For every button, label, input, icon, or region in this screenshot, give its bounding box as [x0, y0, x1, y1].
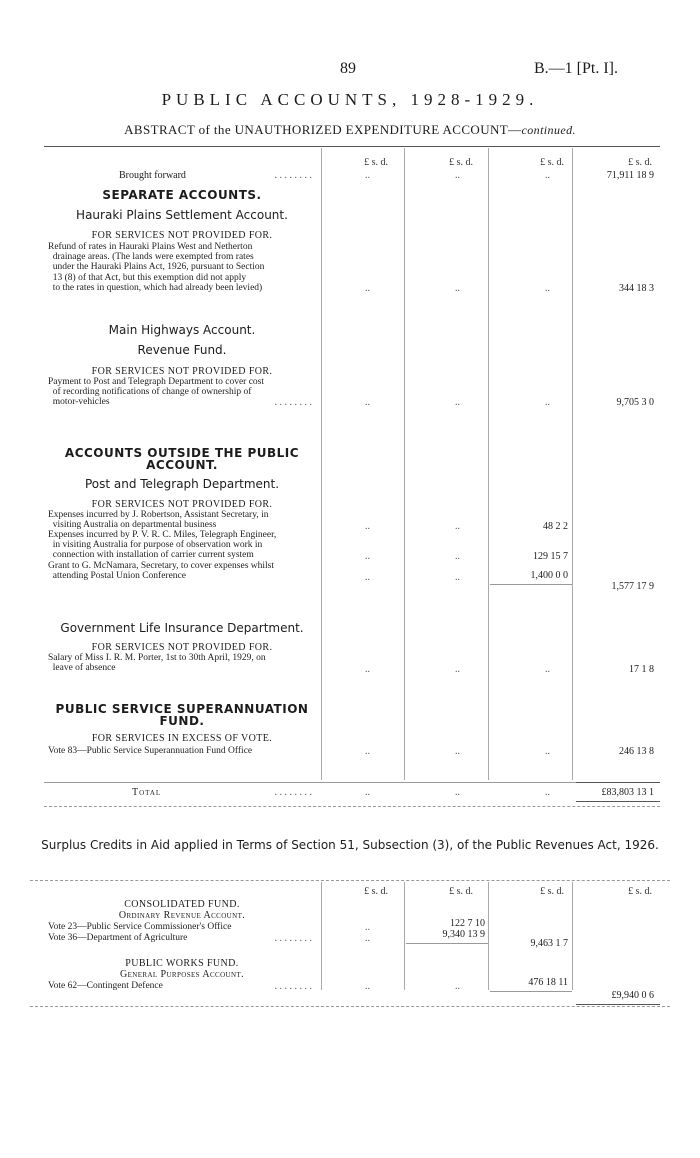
post-item-1-amount: 48 2 2	[543, 521, 568, 532]
page-number: 89	[340, 60, 356, 77]
consolidated-vote-23: Vote 23—Public Service Commissioner's Office	[48, 922, 232, 932]
page-title: PUBLIC ACCOUNTS, 1928-1929.	[161, 90, 539, 109]
dots-col1: ..	[365, 933, 370, 944]
post-item-2: Expenses incurred by P. V. R. C. Miles, Telegraph Engineer, in visiting Australia for purpose of observation work in connection with installation of carrier current system	[48, 530, 277, 561]
surplus-total-amount: £9,940 0 6	[611, 990, 654, 1001]
document-reference: B.—1 [Pt. I].	[534, 60, 618, 77]
dots-col1: ..	[365, 397, 370, 408]
outside-heading-line2: ACCOUNT.	[146, 458, 218, 472]
post-heading: Post and Telegraph Department.	[84, 477, 280, 491]
dots-col1: ..	[365, 283, 370, 294]
column-head-1: £ s. d.	[364, 157, 388, 168]
superannuation-description: Vote 83—Public Service Superannuation Fund Office	[48, 746, 253, 756]
life-description: Salary of Miss I. R. M. Porter, 1st to 30th April, 1929, on leave of absence	[48, 653, 266, 674]
dots-col2: ..	[455, 746, 460, 757]
dots-col1: ..	[365, 572, 370, 583]
surplus-column-rule-3	[488, 882, 489, 990]
total-top-rule	[576, 782, 660, 783]
dots-col1: ..	[365, 521, 370, 532]
table-top-rule	[44, 146, 660, 147]
surplus-column-rule-2	[404, 882, 405, 990]
dots-col3: ..	[545, 170, 550, 181]
dots-col3: ..	[545, 664, 550, 675]
works-vote-62-amount: 476 18 11	[528, 977, 568, 988]
highways-amount: 9,705 3 0	[616, 397, 654, 408]
dots-col1: ..	[365, 170, 370, 181]
surplus-column-rule-4	[572, 882, 573, 990]
post-subtotal-rule	[490, 584, 572, 585]
column-rule-2	[404, 148, 405, 780]
abstract-subtitle	[0, 122, 700, 138]
superannuation-heading-line1: PUBLIC SERVICE SUPERANNUATION	[55, 702, 309, 716]
subtitle-text: ABSTRACT of the UNAUTHORIZED EXPENDITURE ACCOUNT—	[124, 122, 522, 137]
life-caption: FOR SERVICES NOT PROVIDED FOR.	[91, 642, 273, 653]
dots-col1: ..	[365, 787, 370, 798]
hauraki-amount: 344 18 3	[619, 283, 654, 294]
consolidated-subtotal: 9,463 1 7	[530, 938, 568, 949]
column-rule-1	[321, 148, 322, 780]
dots-col2: ..	[455, 787, 460, 798]
life-amount: 17 1 8	[629, 664, 654, 675]
consolidated-vote-23-amount: 122 7 10	[450, 918, 485, 929]
table-bottom-rule	[44, 782, 660, 783]
leader-dots: . . . . . . . .	[274, 787, 312, 798]
consolidated-subheading: Ordinary Revenue Account.	[118, 910, 246, 921]
post-item-3-amount: 1,400 0 0	[530, 570, 568, 581]
column-head-4: £ s. d.	[628, 157, 652, 168]
consolidated-subtotal-rule	[406, 943, 488, 944]
outside-heading-line1: ACCOUNTS OUTSIDE THE PUBLIC	[64, 446, 300, 460]
surplus-column-head-4: £ s. d.	[628, 886, 652, 897]
grand-total-amount: £83,803 13 1	[601, 787, 654, 798]
leader-dots: . . . . . . . .	[274, 981, 312, 992]
column-rule-3	[488, 148, 489, 780]
highways-heading: Main Highways Account.	[108, 323, 256, 337]
subtitle-continued: continued.	[521, 123, 576, 137]
dots-col2: ..	[455, 521, 460, 532]
works-vote-62: Vote 62—Contingent Defence	[48, 981, 163, 991]
works-heading: PUBLIC WORKS FUND.	[125, 958, 239, 969]
hauraki-heading: Hauraki Plains Settlement Account.	[76, 208, 288, 222]
surplus-column-head-3: £ s. d.	[540, 886, 564, 897]
dots-col2: ..	[455, 283, 460, 294]
dots-col3: ..	[545, 787, 550, 798]
total-bottom-rule	[576, 801, 660, 802]
consolidated-vote-36-amount: 9,340 13 9	[442, 929, 485, 940]
brought-forward-label: Brought forward	[119, 170, 186, 181]
dots-col3: ..	[545, 746, 550, 757]
separate-accounts-heading: SEPARATE ACCOUNTS.	[102, 188, 262, 202]
total-label: Total	[132, 787, 162, 798]
brought-forward-amount: 71,911 18 9	[606, 170, 654, 181]
consolidated-vote-36: Vote 36—Department of Agriculture	[48, 933, 188, 943]
column-head-3: £ s. d.	[540, 157, 564, 168]
surplus-total-rule	[576, 1004, 660, 1005]
dots-col3: ..	[545, 283, 550, 294]
dots-col1: ..	[365, 981, 370, 992]
dots-col2: ..	[455, 551, 460, 562]
highways-description: Payment to Post and Telegraph Department to cover cost of recording notifications of change of ownership of motor-vehicles	[48, 377, 265, 408]
superannuation-heading-line2: FUND.	[159, 714, 205, 728]
dots-col1: ..	[365, 664, 370, 675]
post-total-amount: 1,577 17 9	[611, 581, 654, 592]
section-separator	[44, 806, 660, 807]
works-subheading: General Purposes Account.	[119, 969, 245, 980]
hauraki-caption: FOR SERVICES NOT PROVIDED FOR.	[91, 230, 273, 241]
dots-col2: ..	[455, 397, 460, 408]
dots-col3: ..	[545, 397, 550, 408]
surplus-column-head-1: £ s. d.	[364, 886, 388, 897]
dots-col2: ..	[455, 170, 460, 181]
dots-col1: ..	[365, 922, 370, 933]
dots-col2: ..	[455, 664, 460, 675]
dots-col1: ..	[365, 746, 370, 757]
post-item-2-amount: 129 15 7	[533, 551, 568, 562]
superannuation-amount: 246 13 8	[619, 746, 654, 757]
leader-dots: . . . . . . . .	[274, 170, 312, 181]
life-heading: Government Life Insurance Department.	[60, 621, 304, 635]
superannuation-caption: FOR SERVICES IN EXCESS OF VOTE.	[91, 733, 273, 744]
surplus-heading: Surplus Credits in Aid applied in Terms of Section 51, Subsection (3), of the Public Revenues Act, 1926.	[41, 838, 659, 852]
surplus-column-head-2: £ s. d.	[449, 886, 473, 897]
post-item-3: Grant to G. McNamara, Secretary, to cover expenses whilst attending Postal Union Conference	[48, 561, 274, 582]
dots-col1: ..	[365, 551, 370, 562]
highways-fund: Revenue Fund.	[137, 343, 227, 357]
column-head-2: £ s. d.	[449, 157, 473, 168]
works-subtotal-rule	[490, 991, 572, 992]
dots-col2: ..	[455, 981, 460, 992]
surplus-table-bottom-rule	[30, 1006, 670, 1007]
dots-col2: ..	[455, 572, 460, 583]
leader-dots: . . . . . . . .	[274, 397, 312, 408]
post-caption: FOR SERVICES NOT PROVIDED FOR.	[91, 499, 273, 510]
column-rule-4	[572, 148, 573, 780]
consolidated-heading: CONSOLIDATED FUND.	[124, 899, 240, 910]
leader-dots: . . . . . . . .	[274, 933, 312, 944]
hauraki-description: Refund of rates in Hauraki Plains West and Netherton drainage areas. (The lands were exempted from rates under the Hauraki Plains Act, 1926, pursuant to Section 13 (8) of that Act, but this exemption did not apply to the rates in question, which had already been levied)	[48, 242, 265, 293]
highways-caption: FOR SERVICES NOT PROVIDED FOR.	[91, 366, 273, 377]
surplus-table-top-rule	[30, 880, 670, 881]
post-item-1: Expenses incurred by J. Robertson, Assistant Secretary, in visiting Australia on departmental business	[48, 510, 269, 531]
